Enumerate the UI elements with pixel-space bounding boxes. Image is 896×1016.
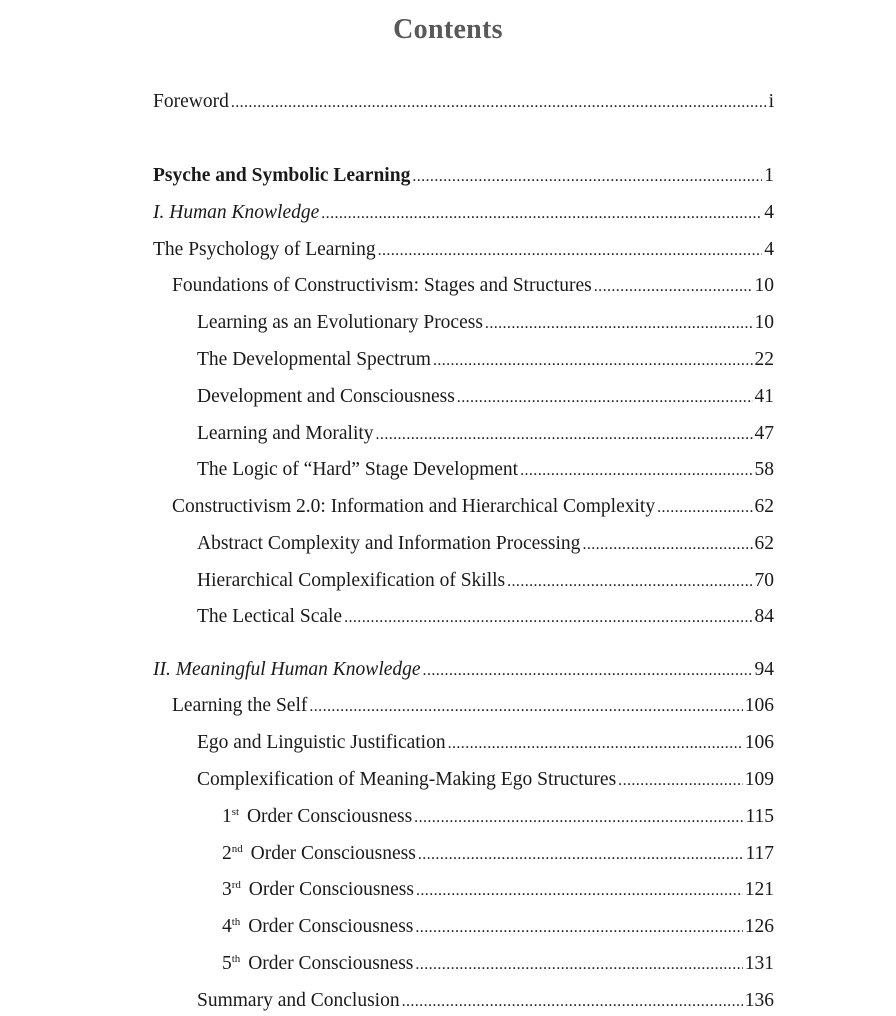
toc-entry-title: Hierarchical Complexification of Skills (197, 570, 506, 591)
toc-entry-page-number: 121 (744, 879, 774, 900)
dot-leader (485, 312, 753, 336)
toc-entry-page-number: 1 (764, 165, 774, 186)
toc-entry-label-text: Order Consciousness (243, 953, 414, 974)
toc-entry-title (222, 842, 416, 866)
toc-entry[interactable] (197, 731, 774, 755)
toc-entry[interactable] (222, 915, 774, 939)
toc-entry-title: The Logic of “Hard” Stage Development (197, 459, 519, 480)
toc-entry[interactable] (153, 164, 774, 188)
toc-entry-ordinal-number: 3 (222, 879, 232, 900)
dot-leader (416, 879, 743, 903)
toc-entry-label-text: Order Consciousness (243, 916, 414, 937)
toc-entry-page-number: 58 (754, 459, 774, 480)
toc-entry-title: Learning as an Evolutionary Process (197, 312, 483, 333)
toc-entry-page-number: 10 (754, 275, 774, 296)
dot-leader (412, 165, 762, 189)
toc-entry-title: II. Meaningful Human Knowledge (153, 659, 421, 680)
toc-entry-label-text: Order Consciousness (243, 879, 414, 900)
toc-entry[interactable] (197, 422, 774, 446)
page-title: Contents (393, 14, 503, 45)
toc-entry-title: The Developmental Spectrum (197, 349, 431, 370)
dot-leader (378, 239, 763, 263)
toc-entry-title: Psyche and Symbolic Learning (153, 165, 411, 186)
toc-entry[interactable] (153, 201, 774, 225)
toc-entry-ordinal-number: 2 (222, 843, 232, 864)
toc-entry-ordinal-number: 4 (222, 916, 232, 937)
toc-entry[interactable] (153, 658, 774, 682)
toc-entry-page-number: 106 (744, 732, 774, 753)
toc-entry-page-number: 4 (764, 202, 774, 223)
toc-entry-page-number: 94 (754, 659, 774, 680)
toc-entry[interactable] (222, 878, 774, 902)
dot-leader (321, 202, 762, 226)
toc-entry[interactable] (172, 495, 774, 519)
toc-entry-page-number: 70 (754, 570, 774, 591)
toc-entry-page-number: 106 (744, 695, 774, 716)
dot-leader (376, 423, 753, 447)
toc-entry-page-number: 22 (754, 349, 774, 370)
toc-entry[interactable] (153, 238, 774, 262)
dot-leader (415, 916, 742, 940)
dot-leader (520, 459, 752, 483)
toc-entry-page-number: 136 (744, 990, 774, 1011)
toc-entry-title: Complexification of Meaning-Making Ego Structures (197, 769, 617, 790)
dot-leader (582, 533, 752, 557)
toc-entry-page-number: 115 (745, 806, 774, 827)
toc-entry-page-number: i (768, 91, 774, 112)
toc-entry[interactable] (153, 90, 774, 114)
toc-entry-title (222, 915, 413, 939)
toc-entry-page-number: 131 (744, 953, 774, 974)
toc-entry-ordinal-suffix: st (231, 806, 240, 818)
toc-entry-title: Abstract Complexity and Information Processing (197, 533, 581, 554)
dot-leader (618, 769, 743, 793)
toc-entry-ordinal-number: 5 (222, 953, 232, 974)
toc-entry[interactable] (197, 311, 774, 335)
toc-entry-page-number: 4 (764, 239, 774, 260)
toc-entry-title: Summary and Conclusion (197, 990, 400, 1011)
toc-entry-title: Learning and Morality (197, 423, 374, 444)
dot-leader (415, 953, 742, 977)
toc-entry-page-number: 126 (744, 916, 774, 937)
dot-leader (433, 349, 753, 373)
toc-entry-page-number: 109 (744, 769, 774, 790)
toc-entry-title: Foundations of Constructivism: Stages and Structures (172, 275, 592, 296)
toc-entry[interactable] (197, 768, 774, 792)
toc-entry[interactable] (222, 952, 774, 976)
toc-entry[interactable] (172, 274, 774, 298)
dot-leader (344, 606, 752, 630)
toc-entry[interactable] (197, 385, 774, 409)
dot-leader (423, 659, 753, 683)
toc-entry-page-number: 47 (754, 423, 774, 444)
toc-entry-page-number: 41 (754, 386, 774, 407)
dot-leader (448, 732, 743, 756)
dot-leader (418, 843, 744, 867)
toc-entry-label-text: Order Consciousness (242, 806, 413, 827)
dot-leader (507, 570, 752, 594)
toc-entry-title (222, 878, 414, 902)
dot-leader (594, 275, 753, 299)
toc-entry[interactable] (197, 348, 774, 372)
dot-leader (657, 496, 752, 520)
toc-entry[interactable] (197, 569, 774, 593)
dot-leader (309, 695, 742, 719)
toc-entry-page-number: 62 (754, 533, 774, 554)
toc-entry-title (222, 805, 412, 829)
toc-entry-title: Development and Consciousness (197, 386, 455, 407)
dot-leader (457, 386, 753, 410)
dot-leader (231, 91, 767, 115)
toc-entry-ordinal-number: 1 (222, 806, 232, 827)
toc-entry-ordinal-suffix: th (231, 953, 241, 965)
toc-entry[interactable] (197, 605, 774, 629)
toc-entry[interactable] (197, 989, 774, 1013)
toc-entry-page-number: 10 (754, 312, 774, 333)
toc-entry-ordinal-suffix: nd (231, 843, 243, 855)
toc-entry-title: Foreword (153, 91, 229, 112)
dot-leader (402, 990, 743, 1014)
toc-entry-page-number: 117 (745, 843, 774, 864)
toc-entry-title: I. Human Knowledge (153, 202, 320, 223)
toc-entry-title: The Psychology of Learning (153, 239, 376, 260)
toc-entry[interactable] (197, 532, 774, 556)
toc-entry-page-number: 62 (754, 496, 774, 517)
toc-entry[interactable] (197, 458, 774, 482)
toc-entry-ordinal-suffix: th (231, 916, 241, 928)
toc-entry-title: Learning the Self (172, 695, 308, 716)
toc-entry-title: Constructivism 2.0: Information and Hierarchical Complexity (172, 496, 656, 517)
toc-entry-title (222, 952, 413, 976)
toc-entry[interactable] (222, 805, 774, 829)
toc-entry-page-number: 84 (754, 606, 774, 627)
toc-entry-title: Ego and Linguistic Justification (197, 732, 446, 753)
toc-entry-ordinal-suffix: rd (231, 879, 241, 891)
dot-leader (414, 806, 743, 830)
toc-entry[interactable] (172, 694, 774, 718)
toc-entry-label-text: Order Consciousness (245, 843, 416, 864)
toc-entry-title: The Lectical Scale (197, 606, 343, 627)
toc-entry[interactable] (222, 842, 774, 866)
